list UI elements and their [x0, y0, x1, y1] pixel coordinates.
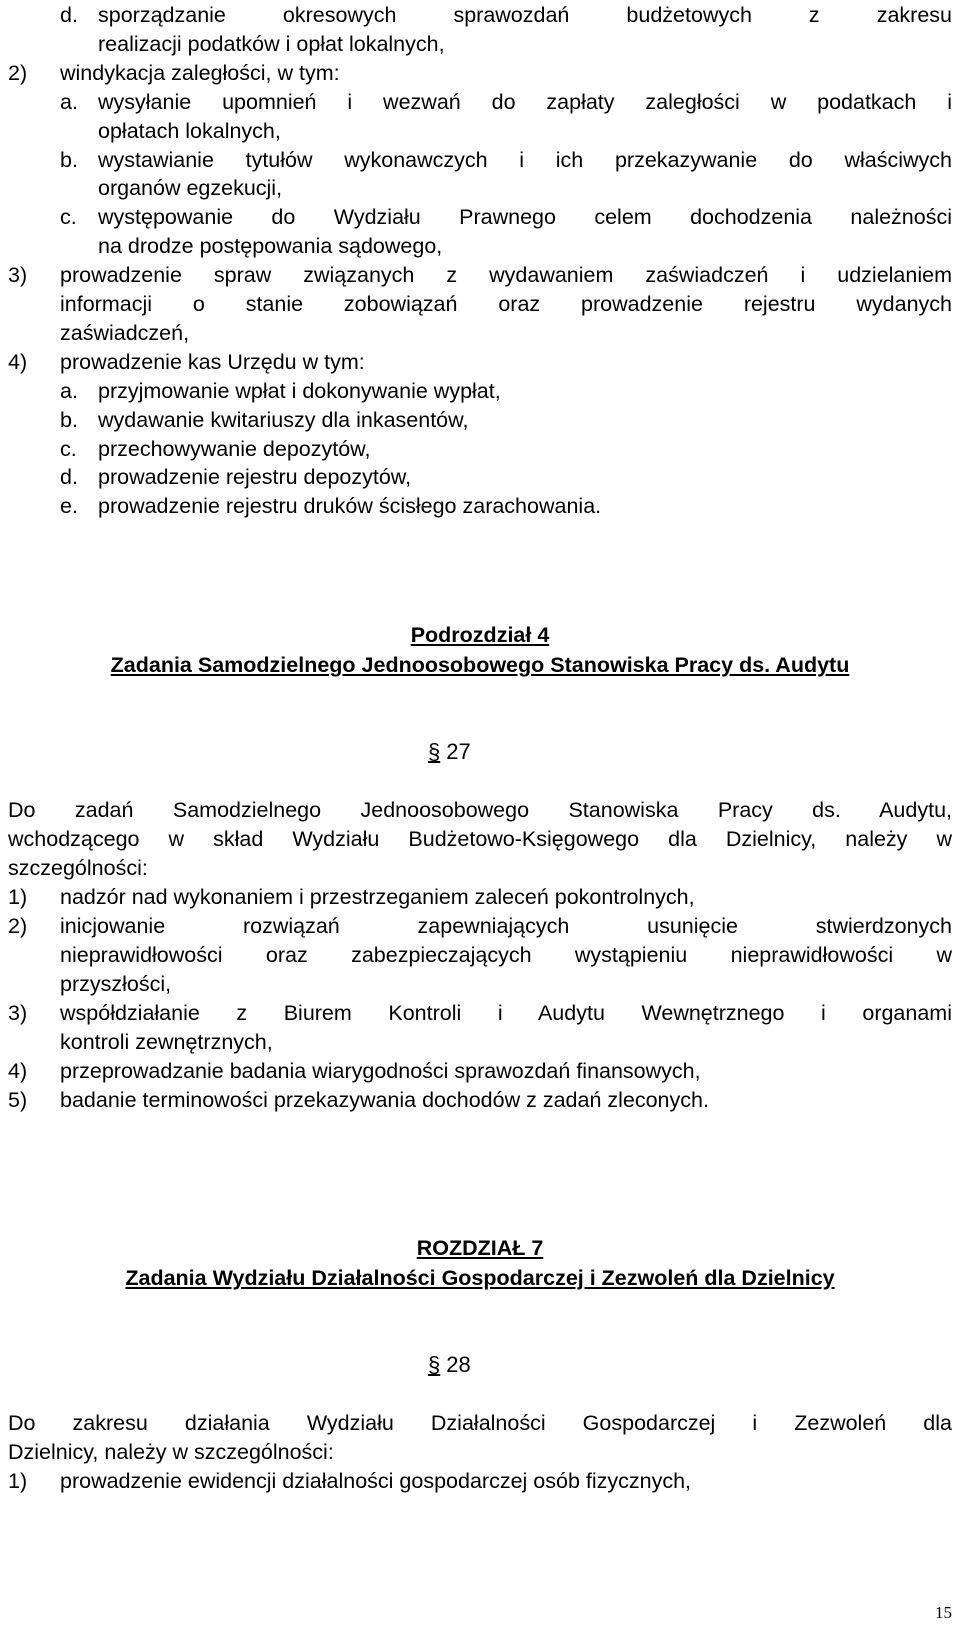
- list-line: [0, 318, 960, 348]
- list-text: nadzór nad wykonaniem i przestrzeganiem zaleceń pokontrolnych,: [60, 885, 695, 909]
- subchapter-4-title: Podrozdział 4: [410, 623, 550, 647]
- list-text: prowadzenie rejestru druków ścisłego zarachowania.: [98, 494, 602, 519]
- list-marker: d.: [60, 465, 78, 490]
- list-marker: 1): [8, 1469, 28, 1493]
- list-text: badanie terminowości przekazywania dochodów z zadań zleconych.: [60, 1088, 709, 1112]
- paragraph-symbol: §: [428, 739, 441, 764]
- list-text: przechowywanie depozytów,: [98, 436, 371, 461]
- list-line: [0, 347, 960, 377]
- list-marker: c.: [60, 205, 77, 230]
- list-line: [0, 911, 960, 941]
- list-marker: b.: [60, 147, 78, 172]
- subchapter-4-subtitle: Zadania Samodzielnego Jednoosobowego Stanowiska Pracy ds. Audytu: [110, 653, 850, 677]
- list-marker: 3): [8, 1001, 28, 1025]
- chapter-7-subtitle: Zadania Wydziału Działalności Gospodarczej i Zezwoleń dla Dzielnicy: [125, 1266, 835, 1290]
- list-marker: 4): [8, 349, 28, 374]
- list-text: sporządzanie okresowych sprawozdań budżetowych z zakresu: [98, 3, 952, 27]
- list-text: wystawianie tytułów wykonawczych i ich przekazywanie do właściwych: [98, 147, 952, 172]
- paragraph-number: 27: [446, 739, 471, 764]
- list-line: [0, 29, 960, 59]
- list-marker: e.: [60, 494, 78, 519]
- list-marker: b.: [60, 407, 78, 432]
- list-line: [0, 434, 960, 464]
- list-text: organów egzekucji,: [98, 176, 283, 201]
- list-text: opłatach lokalnych,: [98, 118, 281, 143]
- list-text: współdziałanie z Biurem Kontroli i Audytu Wewnętrznego i organami: [60, 1001, 952, 1025]
- list-line: [0, 1056, 960, 1086]
- list-text: wydawanie kwitariuszy dla inkasentów,: [98, 407, 469, 432]
- paragraph-symbol: §: [428, 1352, 441, 1377]
- list-text: kontroli zewnętrznych,: [60, 1030, 273, 1054]
- list-text: realizacji podatków i opłat lokalnych,: [98, 31, 445, 56]
- intro-line: Dzielnicy, należy w szczególności:: [8, 1440, 334, 1464]
- list-text: nieprawidłowości oraz zabezpieczających wystąpieniu nieprawidłowości w: [60, 943, 952, 967]
- intro-line: Do zadań Samodzielnego Jednoosobowego Stanowiska Pracy ds. Audytu,: [8, 798, 952, 822]
- list-line: [0, 462, 960, 492]
- list-text: prowadzenie kas Urzędu w tym:: [60, 349, 365, 374]
- list-text: przyjmowanie wpłat i dokonywanie wypłat,: [98, 378, 501, 403]
- list-line: [0, 1027, 960, 1057]
- list-line: [0, 405, 960, 435]
- list-marker: d.: [60, 3, 78, 27]
- list-line: [0, 260, 960, 290]
- list-marker: 2): [8, 914, 28, 938]
- list-marker: a.: [60, 89, 78, 114]
- intro-line: wchodzącego w skład Wydziału Budżetowo-Księgowego dla Dzielnicy, należy w: [8, 827, 952, 851]
- list-line: [0, 969, 960, 999]
- paragraph-27-mark: [428, 737, 471, 767]
- chapter-7-title: ROZDZIAŁ 7: [416, 1236, 544, 1260]
- list-line: [0, 87, 960, 117]
- list-line: [0, 0, 960, 30]
- list-line: [0, 882, 960, 912]
- page-number: 15: [935, 1603, 952, 1622]
- list-line: [0, 173, 960, 203]
- list-text: windykacja zaległości, w tym:: [60, 60, 340, 85]
- list-line: [0, 1085, 960, 1115]
- list-text: prowadzenie spraw związanych z wydawaniem zaświadczeń i udzielaniem: [60, 263, 952, 288]
- list-text: prowadzenie ewidencji działalności gospodarczej osób fizycznych,: [60, 1469, 692, 1493]
- list-marker: 4): [8, 1059, 28, 1083]
- list-text: wysyłanie upomnień i wezwań do zapłaty zaległości w podatkach i: [98, 89, 952, 114]
- paragraph-28-mark: [428, 1350, 471, 1380]
- paragraph-number: 28: [446, 1352, 471, 1377]
- list-text: na drodze postępowania sądowego,: [98, 234, 443, 259]
- list-line: [0, 116, 960, 146]
- list-line: [0, 940, 960, 970]
- intro-line: szczególności:: [8, 856, 148, 880]
- list-marker: c.: [60, 436, 77, 461]
- list-line: [0, 376, 960, 406]
- list-line: [0, 145, 960, 175]
- list-line: [0, 58, 960, 88]
- list-text: informacji o stanie zobowiązań oraz prowadzenie rejestru wydanych: [60, 292, 952, 316]
- list-line: [0, 1466, 960, 1496]
- list-marker: 3): [8, 263, 28, 288]
- list-line: [0, 231, 960, 261]
- list-text: prowadzenie rejestru depozytów,: [98, 465, 412, 490]
- list-marker: 1): [8, 885, 28, 909]
- list-text: zaświadczeń,: [60, 320, 190, 345]
- list-marker: a.: [60, 378, 78, 403]
- list-marker: 2): [8, 60, 28, 85]
- list-line: [0, 289, 960, 319]
- list-text: inicjowanie rozwiązań zapewniających usunięcie stwierdzonych: [60, 914, 952, 938]
- list-marker: 5): [8, 1088, 28, 1112]
- list-text: przyszłości,: [60, 972, 172, 996]
- intro-line: Do zakresu działania Wydziału Działalności Gospodarczej i Zezwoleń dla: [8, 1411, 952, 1435]
- list-line: [0, 491, 960, 521]
- list-text: przeprowadzanie badania wiarygodności sprawozdań finansowych,: [60, 1059, 701, 1083]
- list-line: [0, 998, 960, 1028]
- list-text: występowanie do Wydziału Prawnego celem dochodzenia należności: [98, 205, 952, 230]
- list-line: [0, 202, 960, 232]
